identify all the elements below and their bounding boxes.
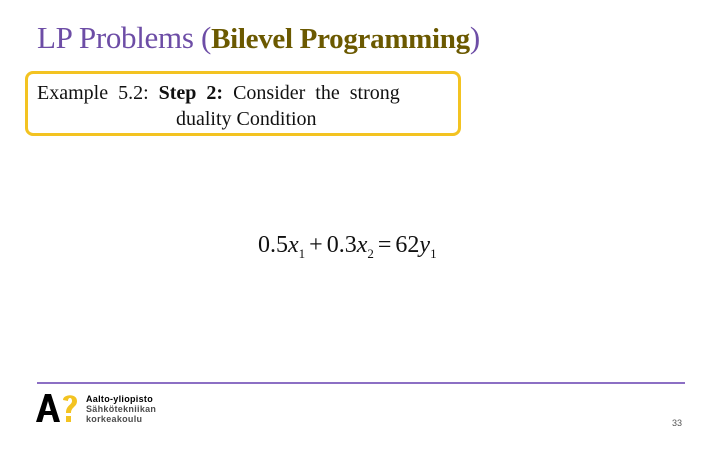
eq-var-2: x — [356, 232, 368, 258]
eq-coef-2: 0.3 — [326, 232, 357, 258]
example-text-1: Consider the strong — [233, 82, 400, 104]
example-label: Example 5.2: — [37, 82, 149, 104]
eq-op-plus: + — [309, 232, 323, 258]
example-line-2: duality Condition — [176, 108, 317, 130]
eq-sub-2: 2 — [367, 246, 374, 261]
eq-op-equals: = — [377, 232, 392, 258]
title-open-paren: ( — [201, 20, 212, 55]
aalto-logo-text — [86, 394, 156, 424]
footer-divider — [37, 382, 685, 384]
eq-var-3: y — [419, 232, 431, 258]
slide-title — [37, 20, 480, 56]
eq-var-1: x — [288, 232, 299, 258]
title-close-paren: ) — [469, 20, 480, 55]
logo-line-3: korkeakoulu — [86, 414, 143, 424]
eq-sub-1: 1 — [298, 246, 306, 261]
title-subtitle: Bilevel Programming — [211, 23, 470, 55]
logo-line-1: Aalto-yliopisto — [86, 394, 153, 404]
logo-line-2: Sähkötekniikan — [86, 404, 157, 414]
eq-coef-3: 62 — [395, 232, 420, 258]
example-step: Step 2: — [158, 82, 224, 104]
title-main: LP Problems — [37, 20, 194, 55]
aalto-logo-icon — [36, 392, 80, 424]
example-line-1 — [37, 82, 400, 105]
eq-sub-3: 1 — [430, 246, 437, 261]
example-box — [25, 71, 461, 136]
eq-coef-1: 0.5 — [258, 232, 288, 258]
duality-equation — [258, 232, 437, 262]
page-number: 33 — [672, 418, 683, 428]
